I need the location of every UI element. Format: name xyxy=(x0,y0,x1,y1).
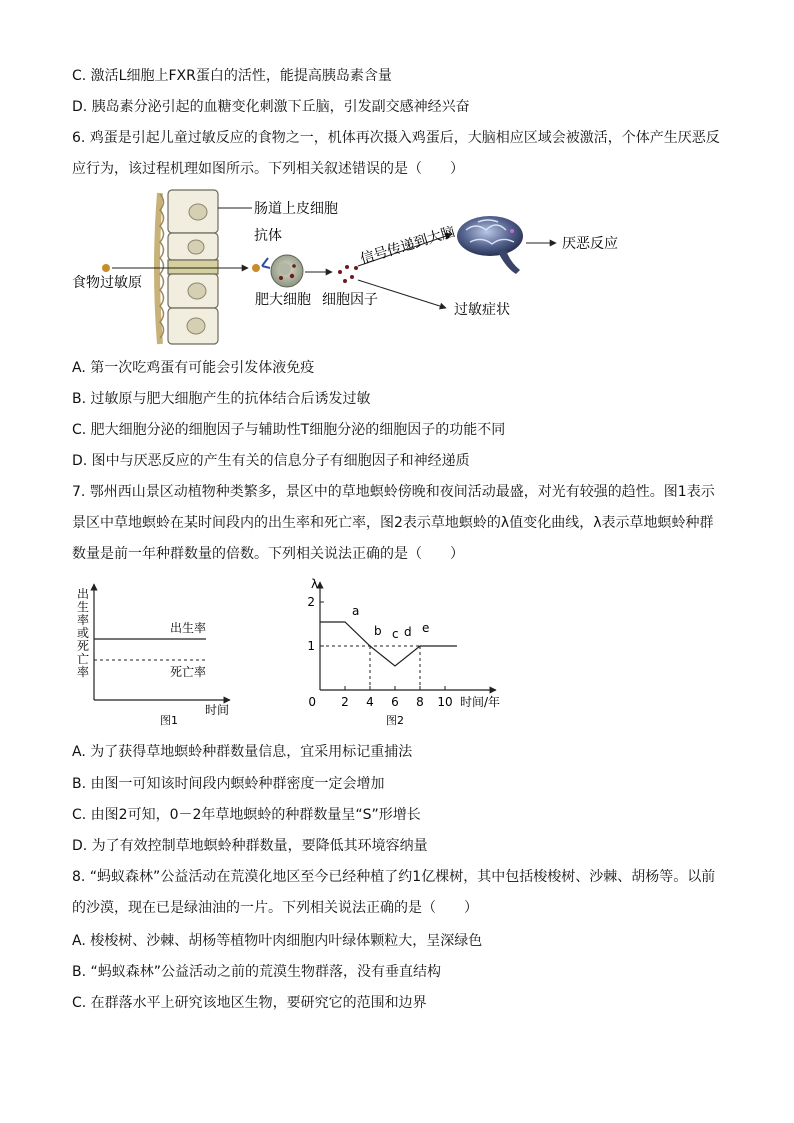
q6-allergy-figure xyxy=(0,188,794,358)
q8-option-c: C. 在群落水平上研究该地区生物，要研究它的范围和边界 xyxy=(72,995,427,1011)
fig2-point-label: d xyxy=(404,625,412,639)
q6-option-b: B. 过敏原与肥大细胞产生的抗体结合后诱发过敏 xyxy=(72,391,371,407)
q6-option-a: A. 第一次吃鸡蛋有可能会引发体液免疫 xyxy=(72,360,315,376)
label-death-rate: 死亡率 xyxy=(170,665,207,679)
q7-figure2 xyxy=(300,578,510,728)
label-allergy-symptom: 过敏症状 xyxy=(454,302,510,318)
q8-stem: 8. “蚂蚁森林”公益活动在荒漠化地区至今已经种植了约1亿棵树，其中包括梭梭树、沙棘、胡杨等。以前的沙漠，现在已是绿油油的一片。下列相关说法正确的是（ ） xyxy=(72,869,716,916)
label-signal-to-brain: 信号传递到大脑 xyxy=(358,223,457,268)
q5-option-c: C. 激活L细胞上FXR蛋白的活性，能提高胰岛素含量 xyxy=(72,68,392,84)
fig2-ylabel: λ xyxy=(311,578,319,591)
q6-option-d: D. 图中与厌恶反应的产生有关的信息分子有细胞因子和神经递质 xyxy=(72,453,470,469)
q8-option-a: A. 梭梭树、沙棘、胡杨等植物叶肉细胞内叶绿体颗粒大，呈深绿色 xyxy=(72,933,483,949)
label-antibody: 抗体 xyxy=(254,228,282,244)
q7-figure1 xyxy=(70,578,240,728)
cytokine-dots xyxy=(338,265,358,283)
fig2-xtick-label: 2 xyxy=(341,695,349,709)
fig2-xtick-label: 4 xyxy=(366,695,374,709)
fig2-ytick-label: 1 xyxy=(307,639,315,653)
label-aversion: 厌恶反应 xyxy=(562,236,618,252)
fig2-caption: 图2 xyxy=(386,714,404,727)
q7-option-c: C. 由图2可知，0－2年草地螟蛉的种群数量呈“S”形增长 xyxy=(72,807,421,823)
fig2-point-label: c xyxy=(392,627,399,641)
antibody-icon xyxy=(262,258,270,268)
q7-stem: 7. 鄂州西山景区动植物种类繁多，景区中的草地螟蛉傍晚和夜间活动最盛，对光有较强的趋性。图1表示景区中草地螟蛉在某时间段内的出生率和死亡率，图2表示草地螟蛉的λ值变化曲线，λ表示草地螟蛉种群数量是前一年种群数量的倍数。下列相关说法正确的是（ ） xyxy=(72,484,715,562)
label-food-allergen: 食物过敏原 xyxy=(72,275,142,291)
food-allergen-dot xyxy=(102,264,110,272)
fig2-xtick-label: 8 xyxy=(416,695,424,709)
fig2-xtick-label: 10 xyxy=(437,695,453,709)
q7-option-b: B. 由图一可知该时间段内螟蛉种群密度一定会增加 xyxy=(72,776,385,792)
fig1-xlabel: 时间 xyxy=(205,703,230,717)
svg-text:出生率或死亡率: 出生率或死亡率 xyxy=(76,587,90,679)
fig2-point-label: b xyxy=(374,624,382,638)
lambda-curve xyxy=(320,622,457,666)
q6-option-c: C. 肥大细胞分泌的细胞因子与辅助性T细胞分泌的细胞因子的功能不同 xyxy=(72,422,506,438)
q5-option-d: D. 胰岛素分泌引起的血糖变化刺激下丘脑，引发副交感神经兴奋 xyxy=(72,99,470,115)
fig2-xlabel: 时间/年 xyxy=(460,695,501,709)
intestinal-epithelium xyxy=(157,190,218,344)
q7-option-a: A. 为了获得草地螟蛉种群数量信息，宜采用标记重捕法 xyxy=(72,744,413,760)
fig1-ylabel xyxy=(77,586,89,679)
q6-stem: 6. 鸡蛋是引起儿童过敏反应的食物之一，机体再次摄入鸡蛋后，大脑相应区域会被激活，个体产生厌恶反应行为，该过程机理如图所示。下列相关叙述错误的是（ ） xyxy=(72,130,720,177)
fig1-caption: 图1 xyxy=(160,714,178,727)
q7-option-d: D. 为了有效控制草地螟蛉种群数量，要降低其环境容纳量 xyxy=(72,838,428,854)
brain-icon xyxy=(457,216,523,274)
fig2-point-label: a xyxy=(352,604,360,618)
fig2-xtick-label: 6 xyxy=(391,695,399,709)
label-mast-cell: 肥大细胞 xyxy=(255,292,311,308)
label-cytokine: 细胞因子 xyxy=(322,292,378,308)
label-birth-rate: 出生率 xyxy=(170,621,207,635)
label-epithelial-cell: 肠道上皮细胞 xyxy=(254,201,338,217)
q8-option-b: B. “蚂蚁森林”公益活动之前的荒漠生物群落，没有垂直结构 xyxy=(72,964,442,980)
fig2-ytick-label: 2 xyxy=(307,595,315,609)
fig2-point-label: e xyxy=(422,621,430,635)
fig2-origin: 0 xyxy=(308,695,316,709)
